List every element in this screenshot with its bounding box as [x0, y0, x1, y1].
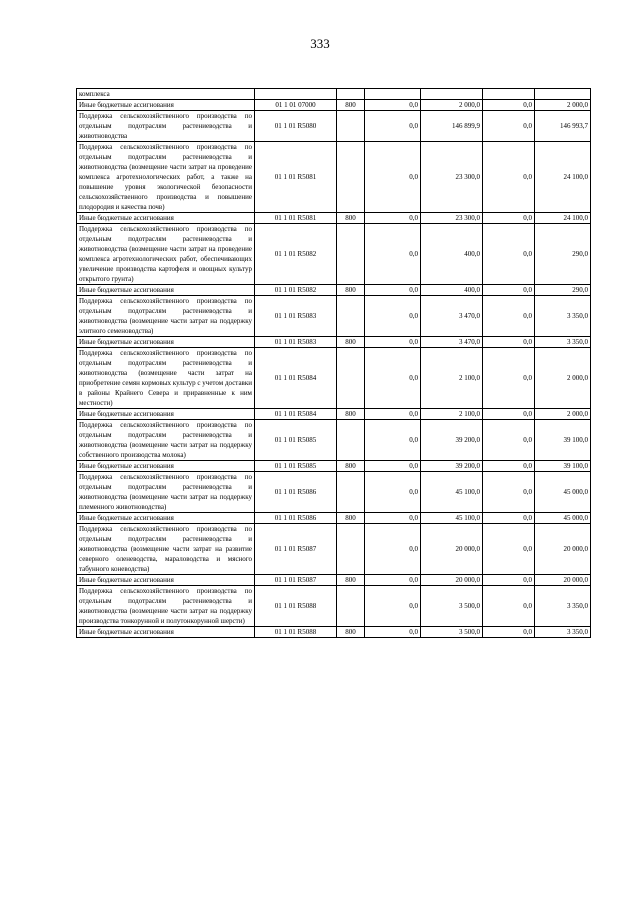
table-row	[77, 224, 591, 285]
row-value-4-cell: 39 100,0	[535, 461, 591, 472]
row-value-2-cell: 2 100,0	[421, 348, 483, 409]
row-value-2-cell	[421, 89, 483, 100]
row-value-1-cell: 0,0	[365, 409, 421, 420]
row-value-4-cell: 146 993,7	[535, 111, 591, 142]
row-type-cell: 800	[337, 285, 365, 296]
row-name-cell: Иные бюджетные ассигнования	[77, 285, 255, 296]
table-row	[77, 575, 591, 586]
row-value-1-cell: 0,0	[365, 111, 421, 142]
table-row	[77, 348, 591, 409]
table-row	[77, 513, 591, 524]
row-name-cell: комплекса	[77, 89, 255, 100]
row-code-cell: 01 1 01 R5085	[255, 420, 337, 461]
row-type-cell: 800	[337, 337, 365, 348]
table-row	[77, 461, 591, 472]
row-value-2-cell: 2 000,0	[421, 100, 483, 111]
row-type-cell	[337, 111, 365, 142]
row-name-cell: Иные бюджетные ассигнования	[77, 213, 255, 224]
row-value-4-cell: 2 000,0	[535, 348, 591, 409]
row-type-cell	[337, 89, 365, 100]
row-value-4-cell: 2 000,0	[535, 409, 591, 420]
row-value-3-cell: 0,0	[483, 142, 535, 213]
row-value-4-cell	[535, 89, 591, 100]
row-value-2-cell: 400,0	[421, 224, 483, 285]
row-value-1-cell: 0,0	[365, 337, 421, 348]
table-row	[77, 111, 591, 142]
row-code-cell: 01 1 01 R5080	[255, 111, 337, 142]
row-value-3-cell: 0,0	[483, 337, 535, 348]
row-code-cell: 01 1 01 R5086	[255, 513, 337, 524]
row-value-1-cell: 0,0	[365, 524, 421, 575]
row-type-cell	[337, 296, 365, 337]
row-name-cell: Иные бюджетные ассигнования	[77, 409, 255, 420]
row-value-1-cell: 0,0	[365, 142, 421, 213]
row-code-cell: 01 1 01 R5081	[255, 142, 337, 213]
row-type-cell	[337, 472, 365, 513]
row-value-1-cell: 0,0	[365, 224, 421, 285]
row-value-3-cell: 0,0	[483, 100, 535, 111]
table-row	[77, 472, 591, 513]
row-value-2-cell: 23 300,0	[421, 213, 483, 224]
row-name-cell: Иные бюджетные ассигнования	[77, 337, 255, 348]
row-code-cell: 01 1 01 R5083	[255, 337, 337, 348]
row-value-4-cell: 45 000,0	[535, 513, 591, 524]
row-name-cell: Поддержка сельскохозяйственного производства по отдельным подотраслям растениеводства и животноводства (возмещение части затрат на поддержку собственного производства молока)	[77, 420, 255, 461]
row-type-cell: 800	[337, 627, 365, 638]
row-value-4-cell: 20 000,0	[535, 524, 591, 575]
row-name-cell: Иные бюджетные ассигнования	[77, 575, 255, 586]
row-value-1-cell: 0,0	[365, 348, 421, 409]
row-value-3-cell: 0,0	[483, 296, 535, 337]
row-code-cell: 01 1 01 R5088	[255, 586, 337, 627]
row-value-2-cell: 39 200,0	[421, 461, 483, 472]
row-code-cell: 01 1 01 R5083	[255, 296, 337, 337]
row-value-3-cell: 0,0	[483, 224, 535, 285]
row-type-cell	[337, 586, 365, 627]
row-value-3-cell	[483, 89, 535, 100]
row-value-4-cell: 3 350,0	[535, 586, 591, 627]
row-value-2-cell: 3 500,0	[421, 586, 483, 627]
row-value-2-cell: 3 500,0	[421, 627, 483, 638]
row-type-cell: 800	[337, 461, 365, 472]
table-row	[77, 420, 591, 461]
row-code-cell: 01 1 01 R5086	[255, 472, 337, 513]
row-type-cell: 800	[337, 513, 365, 524]
row-name-cell: Иные бюджетные ассигнования	[77, 461, 255, 472]
row-name-cell: Поддержка сельскохозяйственного производства по отдельным подотраслям растениеводства и животноводства (возмещение части затрат на проведение комплекса агротехнологических работ, а также на повышение уровня экологической безопасности сельскохозяйственного производства и повышение плодородия и качества почв)	[77, 142, 255, 213]
row-name-cell: Поддержка сельскохозяйственного производства по отдельным подотраслям растениеводства и животноводства (возмещение части затрат на проведение комплекса агротехнологических работ, обеспечивающих увеличение производства картофеля и овощных культур открытого грунта)	[77, 224, 255, 285]
row-value-3-cell: 0,0	[483, 461, 535, 472]
row-code-cell: 01 1 01 R5087	[255, 524, 337, 575]
row-value-3-cell: 0,0	[483, 111, 535, 142]
row-value-2-cell: 146 899,9	[421, 111, 483, 142]
row-value-2-cell: 400,0	[421, 285, 483, 296]
row-value-4-cell: 2 000,0	[535, 100, 591, 111]
row-value-2-cell: 3 470,0	[421, 296, 483, 337]
row-type-cell	[337, 420, 365, 461]
row-value-3-cell: 0,0	[483, 348, 535, 409]
row-type-cell	[337, 348, 365, 409]
table-row	[77, 100, 591, 111]
row-value-1-cell: 0,0	[365, 513, 421, 524]
row-value-1-cell: 0,0	[365, 285, 421, 296]
row-code-cell: 01 1 01 R5084	[255, 409, 337, 420]
row-name-cell: Поддержка сельскохозяйственного производства по отдельным подотраслям растениеводства и животноводства (возмещение части затрат на приобретение семян кормовых культур с учетом доставки в районы Крайнего Севера и приравненные к ним местности)	[77, 348, 255, 409]
row-type-cell	[337, 524, 365, 575]
row-value-3-cell: 0,0	[483, 420, 535, 461]
row-name-cell: Поддержка сельскохозяйственного производства по отдельным подотраслям растениеводства и животноводства (возмещение части затрат на поддержку производства тонкорунной и полутонкорунной шерсти)	[77, 586, 255, 627]
row-type-cell	[337, 224, 365, 285]
row-value-2-cell: 45 100,0	[421, 472, 483, 513]
row-name-cell: Иные бюджетные ассигнования	[77, 513, 255, 524]
row-code-cell: 01 1 01 R5082	[255, 285, 337, 296]
table-row	[77, 524, 591, 575]
row-value-1-cell: 0,0	[365, 461, 421, 472]
table-row	[77, 142, 591, 213]
row-code-cell	[255, 89, 337, 100]
row-value-1-cell	[365, 89, 421, 100]
row-value-4-cell: 290,0	[535, 224, 591, 285]
row-code-cell: 01 1 01 R5085	[255, 461, 337, 472]
table-row	[77, 89, 591, 100]
table-row	[77, 586, 591, 627]
row-value-3-cell: 0,0	[483, 285, 535, 296]
row-type-cell: 800	[337, 409, 365, 420]
row-value-3-cell: 0,0	[483, 627, 535, 638]
row-value-4-cell: 39 100,0	[535, 420, 591, 461]
row-type-cell: 800	[337, 213, 365, 224]
row-type-cell	[337, 142, 365, 213]
row-code-cell: 01 1 01 R5081	[255, 213, 337, 224]
row-value-4-cell: 3 350,0	[535, 627, 591, 638]
table-row	[77, 337, 591, 348]
row-name-cell: Поддержка сельскохозяйственного производства по отдельным подотраслям растениеводства и животноводства (возмещение части затрат на развитие северного оленеводства, мараловодства и мясного табунного коневодства)	[77, 524, 255, 575]
row-name-cell: Поддержка сельскохозяйственного производства по отдельным подотраслям растениеводства и животноводства (возмещение части затрат на поддержку элитного семеноводства)	[77, 296, 255, 337]
row-value-3-cell: 0,0	[483, 472, 535, 513]
row-value-2-cell: 20 000,0	[421, 524, 483, 575]
row-code-cell: 01 1 01 R5088	[255, 627, 337, 638]
page-number: 333	[310, 36, 330, 51]
row-code-cell: 01 1 01 R5082	[255, 224, 337, 285]
row-value-1-cell: 0,0	[365, 575, 421, 586]
row-name-cell: Иные бюджетные ассигнования	[77, 100, 255, 111]
row-value-2-cell: 2 100,0	[421, 409, 483, 420]
table-row	[77, 285, 591, 296]
row-code-cell: 01 1 01 07000	[255, 100, 337, 111]
row-value-3-cell: 0,0	[483, 213, 535, 224]
row-value-1-cell: 0,0	[365, 296, 421, 337]
row-value-4-cell: 20 000,0	[535, 575, 591, 586]
row-value-1-cell: 0,0	[365, 420, 421, 461]
row-value-4-cell: 24 100,0	[535, 213, 591, 224]
table-row	[77, 213, 591, 224]
row-value-3-cell: 0,0	[483, 575, 535, 586]
row-value-4-cell: 45 000,0	[535, 472, 591, 513]
row-name-cell: Поддержка сельскохозяйственного производства по отдельным подотраслям растениеводства и животноводства (возмещение части затрат на поддержку племенного животноводства)	[77, 472, 255, 513]
row-value-1-cell: 0,0	[365, 586, 421, 627]
row-value-3-cell: 0,0	[483, 524, 535, 575]
row-name-cell: Иные бюджетные ассигнования	[77, 627, 255, 638]
row-value-1-cell: 0,0	[365, 472, 421, 513]
row-value-1-cell: 0,0	[365, 213, 421, 224]
row-value-3-cell: 0,0	[483, 409, 535, 420]
row-value-1-cell: 0,0	[365, 100, 421, 111]
row-code-cell: 01 1 01 R5084	[255, 348, 337, 409]
row-name-cell: Поддержка сельскохозяйственного производства по отдельным подотраслям растениеводства и животноводства	[77, 111, 255, 142]
row-value-2-cell: 20 000,0	[421, 575, 483, 586]
row-value-4-cell: 24 100,0	[535, 142, 591, 213]
row-value-4-cell: 3 350,0	[535, 296, 591, 337]
row-value-3-cell: 0,0	[483, 513, 535, 524]
row-value-1-cell: 0,0	[365, 627, 421, 638]
row-value-2-cell: 45 100,0	[421, 513, 483, 524]
table-row	[77, 296, 591, 337]
row-value-3-cell: 0,0	[483, 586, 535, 627]
row-value-2-cell: 39 200,0	[421, 420, 483, 461]
table-body	[77, 89, 591, 638]
row-type-cell: 800	[337, 575, 365, 586]
row-value-4-cell: 290,0	[535, 285, 591, 296]
row-value-4-cell: 3 350,0	[535, 337, 591, 348]
table-row	[77, 627, 591, 638]
row-value-2-cell: 3 470,0	[421, 337, 483, 348]
table-row	[77, 409, 591, 420]
budget-table	[76, 88, 591, 638]
row-value-2-cell: 23 300,0	[421, 142, 483, 213]
row-type-cell: 800	[337, 100, 365, 111]
row-code-cell: 01 1 01 R5087	[255, 575, 337, 586]
